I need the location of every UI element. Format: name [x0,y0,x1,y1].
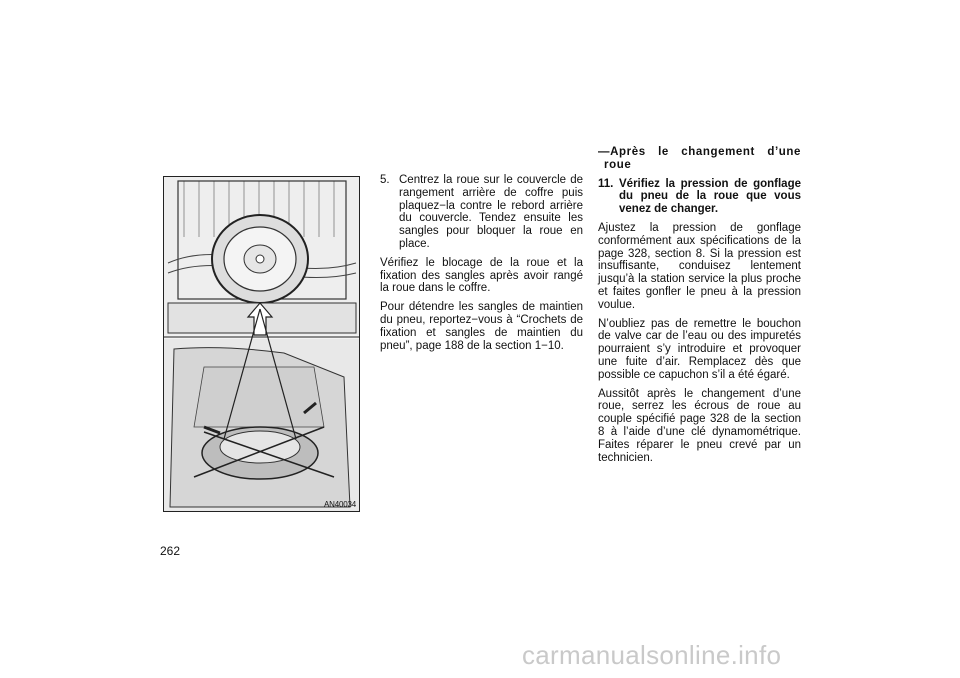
page-number: 262 [160,544,181,558]
step-5-text: Centrez la roue sur le couvercle de rangement arrière de coffre puis plaquez−la contre le rebord arrière du couvercle. Tendez ensuite les sangles pour bloquer la roue en place. [399,174,583,250]
spare-tire-drawing [164,177,359,511]
step-5-number: 5. [380,174,390,186]
torque-paragraph: Aussitôt après le changement d’une roue, serrez les écrous de roue au couple spécifié page 328 de la section 8 à l’aide d’une clé dynamométrique. Faites réparer le pneu crevé par un technicien. [598,387,801,464]
watermark: carmanualsonline.info [522,640,782,670]
step-11-text: Vérifiez la pression de gonflage du pneu de la roue que vous venez de changer. [619,177,801,216]
step-11 [598,178,801,216]
strap-reference-paragraph: Pour détendre les sangles de maintien du pneu, reportez−vous à “Crochets de fixation et sangles de maintien du pneu”, page 188 de la section 1−10. [380,301,583,352]
spare-tire-illustration [163,176,360,512]
step-11-number: 11. [598,177,614,190]
section-heading: —Après le changement d’une roue [598,146,801,171]
instruction-column-3 [598,146,801,470]
pressure-paragraph: Ajustez la pression de gonflage conformément aux spécifications de la page 328, section 8. Si la pression est insuffisante, conduisez lentement jusqu’à la station service la plus proche et faites gonfler le pneu à la pression voulue. [598,221,801,311]
check-paragraph: Vérifiez le blocage de la roue et la fixation des sangles après avoir rangé la roue dans le coffre. [380,256,583,295]
figure-code: AN40034 [324,500,356,509]
step-5 [380,174,583,251]
valve-cap-paragraph: N’oubliez pas de remettre le bouchon de valve car de l’eau ou des impuretés pourraient s’y introduire et provoquer une fuite d’air. Remplacez dès que possible ce capuchon s’il a été égaré. [598,317,801,381]
instruction-column-2 [380,174,583,358]
